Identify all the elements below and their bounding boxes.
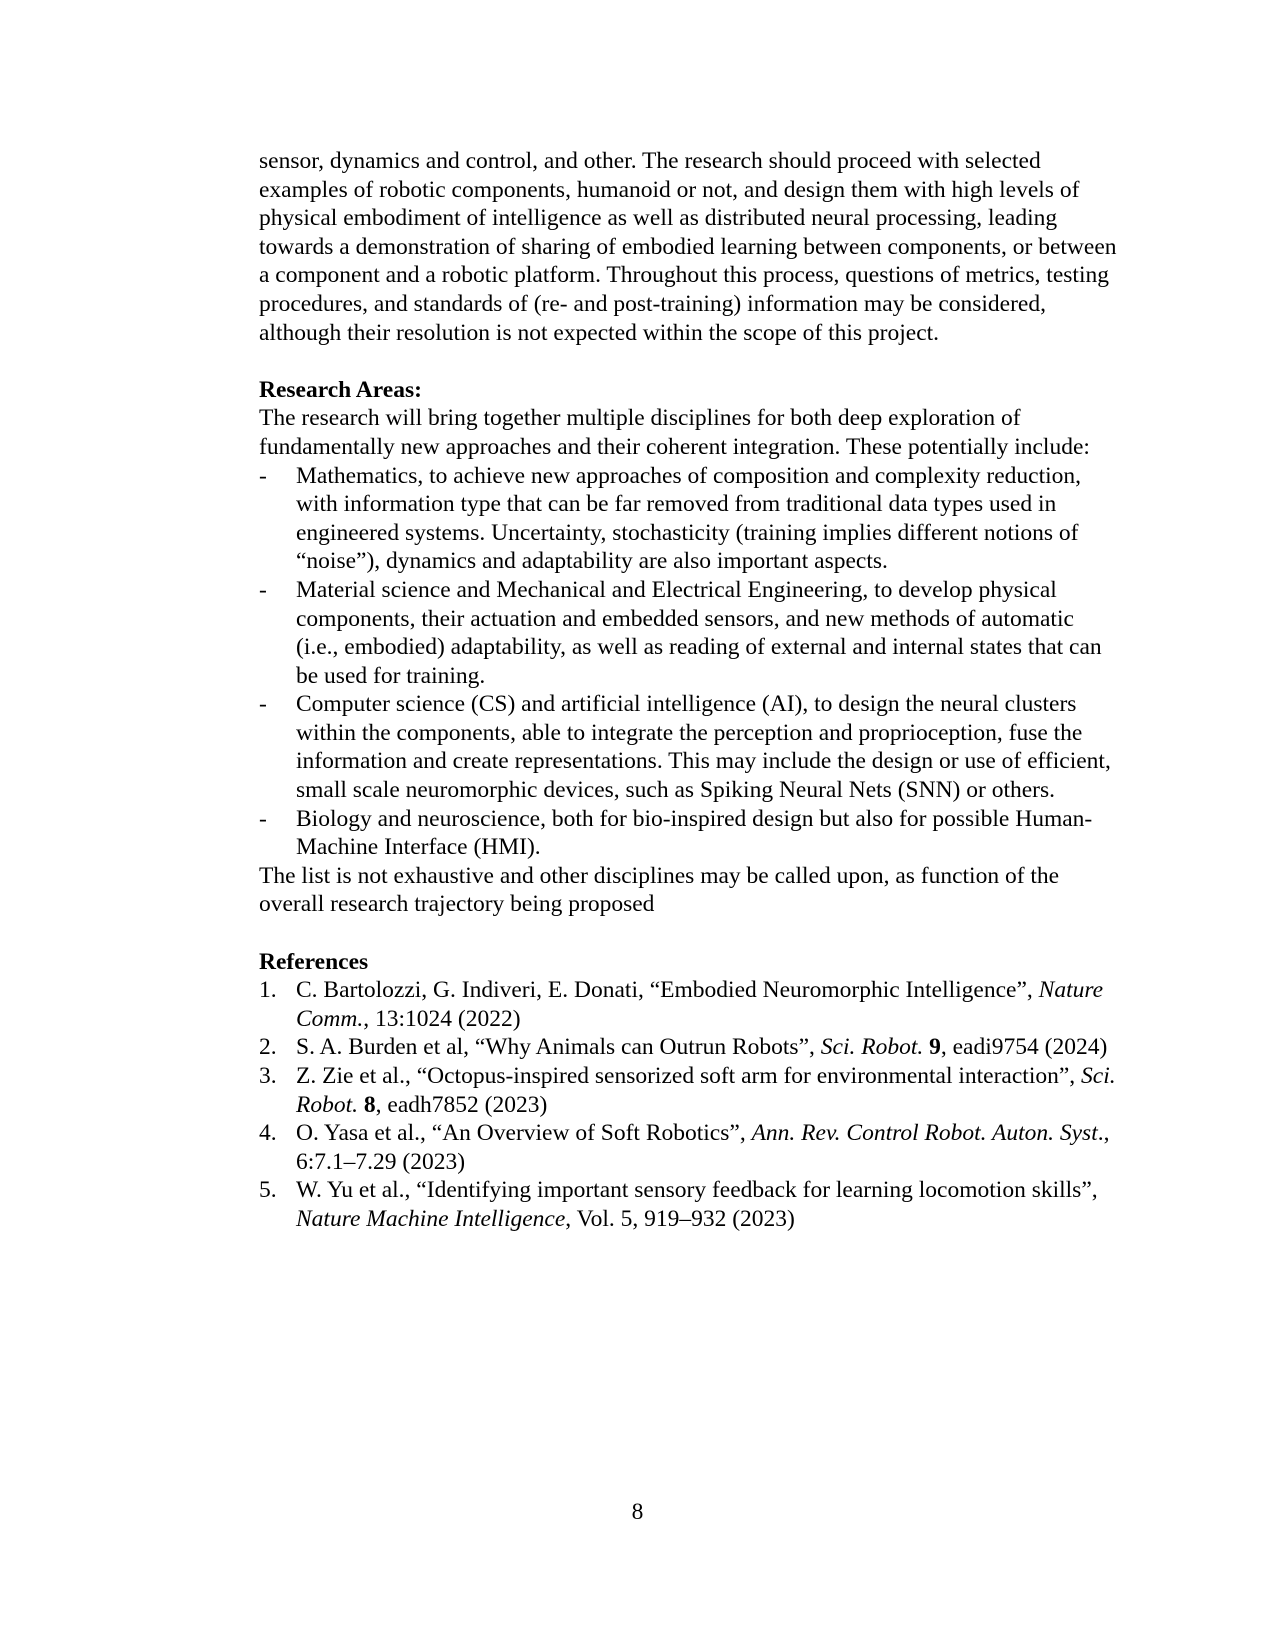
reference-journal: Sci. Robot. (296, 1063, 1116, 1118)
reference-rest: , eadh7852 (2023) (375, 1091, 548, 1118)
reference-rest: , eadi9754 (2024) (940, 1034, 1108, 1061)
reference-journal: Nature Machine Intelligence (296, 1205, 566, 1232)
reference-item (259, 1062, 1121, 1119)
reference-text: Z. Zie et al., “Octopus-inspired sensorized soft arm for environmental interaction”, (296, 1063, 1082, 1089)
research-areas-intro: The research will bring together multiple disciplines for both deep exploration of fundamentally new approaches and their coherent integration. These potentially include: (259, 405, 1090, 460)
list-item-text: Computer science (CS) and artificial intelligence (AI), to design the neural clusters within the components, able to integrate the perception and proprioception, fuse the information and create representations. This may include the design or use of efficient, small scale neuromorphic devices, such as Spiking Neural Nets (SNN) or others. (296, 691, 1111, 804)
reference-text: C. Bartolozzi, G. Indiveri, E. Donati, “Embodied Neuromorphic Intelligence”, (296, 977, 1039, 1004)
reference-item (259, 1033, 1121, 1062)
reference-volume: 9 (929, 1034, 941, 1061)
reference-text: S. A. Burden et al, “Why Animals can Outrun Robots”, (296, 1034, 821, 1061)
reference-number: 5. (259, 1177, 277, 1204)
reference-rest: ., 6:7.1–7.29 (2023) (296, 1120, 1110, 1175)
page-number: 8 (631, 1499, 644, 1525)
spacer (259, 347, 1121, 376)
reference-journal: Nature Comm. (296, 977, 1104, 1032)
references-heading: References (259, 948, 369, 975)
reference-item (259, 1176, 1121, 1233)
intro-paragraph: sensor, dynamics and control, and other. The research should proceed with selected examples of robotic components, humanoid or not, and design them with high levels of physical embodiment of intelligence as well as distributed neural processing, leading towards a demonstration of sharing of embodied learning between components, or between a component and a robotic platform. Throughout this process, questions of metrics, testing procedures, and standards of (re- and post-training) information may be considered, although their resolution is not expected within the scope of this project. (259, 148, 1117, 346)
list-item (259, 576, 1121, 690)
reference-volume: 8 (363, 1091, 376, 1118)
spacer (259, 919, 1121, 948)
bullet-dash: - (259, 462, 267, 489)
reference-number: 4. (259, 1120, 277, 1147)
reference-journal: Ann. Rev. Control Robot. Auton. Syst (751, 1120, 1098, 1147)
list-item (259, 805, 1121, 862)
research-areas-closing: The list is not exhaustive and other disciplines may be called upon, as function of the overall research trajectory being proposed (259, 862, 1060, 918)
list-item-text: Biology and neuroscience, both for bio-inspired design but also for possible Human-Machine Interface (HMI). (296, 805, 1093, 861)
reference-item (259, 1119, 1121, 1176)
list-item (259, 462, 1121, 576)
list-item (259, 690, 1121, 804)
bullet-dash: - (259, 691, 267, 718)
list-item-text: Mathematics, to achieve new approaches of composition and complexity reduction, with information type that can be far removed from traditional data types used in engineered systems. Uncertainty, stochasticity (training implies different notions of “noise”), dynamics and adaptability are also important aspects. (296, 462, 1082, 575)
reference-journal: Sci. Robot. (820, 1034, 924, 1061)
bullet-dash: - (259, 805, 267, 832)
reference-item (259, 976, 1121, 1033)
bullet-dash: - (259, 576, 267, 603)
document-body (259, 147, 1121, 1234)
reference-text: O. Yasa et al., “An Overview of Soft Robotics”, (296, 1120, 752, 1147)
research-areas-heading: Research Areas: (259, 376, 422, 403)
research-areas-list (259, 462, 1121, 862)
reference-number: 1. (259, 977, 277, 1004)
reference-text: W. Yu et al., “Identifying important sensory feedback for learning locomotion skills”, (296, 1177, 1098, 1204)
reference-number: 3. (259, 1063, 277, 1089)
references-list (259, 976, 1121, 1233)
reference-number: 2. (259, 1034, 277, 1061)
list-item-text: Material science and Mechanical and Electrical Engineering, to develop physical components, their actuation and embedded sensors, and new methods of automatic (i.e., embodied) adaptability, as well as reading of external and internal states that can be used for training. (296, 576, 1102, 689)
reference-rest: , Vol. 5, 919–932 (2023) (565, 1205, 795, 1232)
reference-rest: , 13:1024 (2022) (363, 1005, 521, 1032)
